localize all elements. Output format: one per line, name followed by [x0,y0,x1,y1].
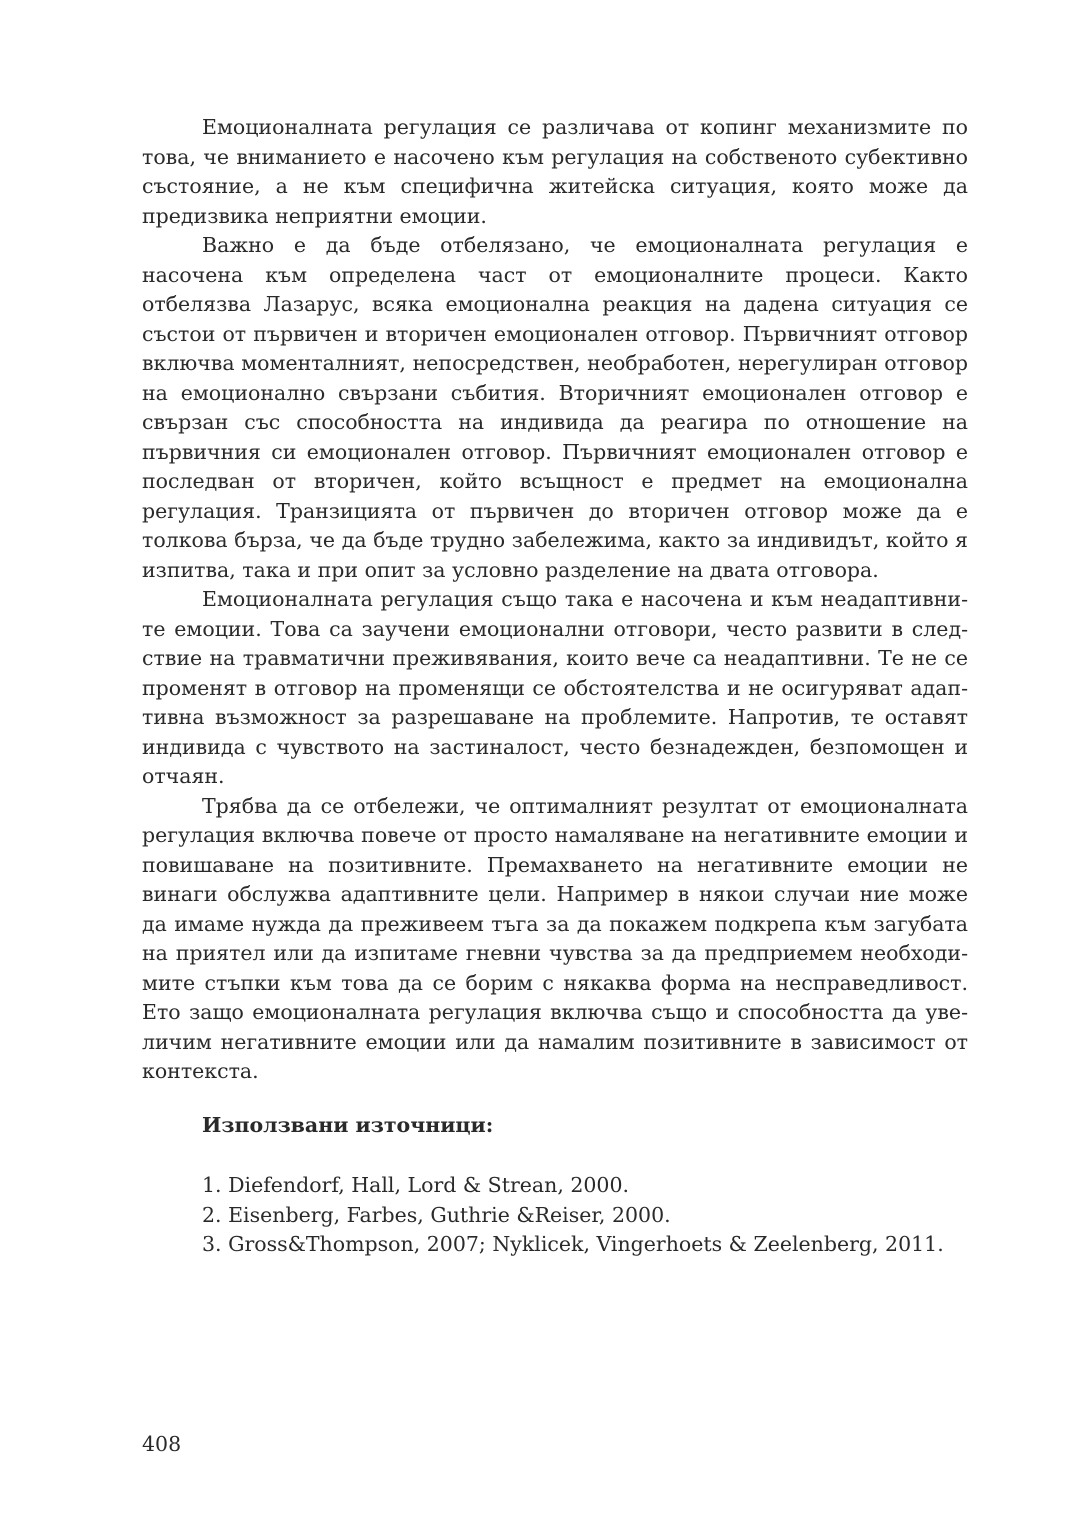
source-item: 3. Gross&Thompson, 2007; Nyklicek, Vingerhoets & Zeelenberg, 2011. [202,1232,944,1256]
paragraph-1: Емоционалната регулация се различава от копинг механизмите по това, че вниманието е насочено към регулация на собственото субективно състояние, а не към специфична житейска ситуация, която може да предизвика неприятни емоции. [142,115,968,228]
page-number: 408 [142,1432,182,1456]
body-text [142,113,968,1087]
sources-list [202,1171,944,1260]
paragraph-3: Емоционалната регулация също така е насочена и към неадаптивните емоции. Това са заучени емоционални отговори, често развити в следствие на травматични преживявания, които вече са неадаптивни. Те не се променят в отговор на променящи се обстоятелства и не осигуряват адаптивна възможност за разрешаване на проблемите. Напротив, те оставят индивида с чувството на застиналост, често безнадежден, безпомощен и отчаян. [142,587,968,788]
source-item: 2. Eisenberg, Farbes, Guthrie &Reiser, 2000. [202,1202,671,1227]
sources-heading: Използвани източници: [202,1113,494,1137]
paragraph-4: Трябва да се отбележи, че оптималният резултат от емоционалната регулация включва повече от просто намаляване на негативните емоции и повишаване на позитивните. Премахването на негативните емоции не винаги обслужва адаптивните цели. Например в някои случаи ние може да имаме нужда да преживеем тъга за да покажем подкрепа към загубата на приятел или да изпитаме гневни чувства за да предприемем необходимите стъпки към това да се борим с някаква форма на несправедливост. Ето защо емоционалната регулация включва също и способността да увеличим негативните емоции или да намалим позитивните в зависимост от контекста. [142,793,968,1083]
paragraph-2: Важно е да бъде отбелязано, че емоционалната регулация е насочена към определена част от емоционалните процеси. Както отбелязва Лазарус, всяка емоционална реакция на дадена ситуация се състои от първичен и вторичен емоционален отговор. Първичният отговор включва моменталният, непосредствен, необработен, нерегулиран отговор на емоционално свързани събития. Вторичният емоционален отговор е свързан със способността на индивида да реагира по отношение на първичния си емоционален отговор. Първичният емоционален отговор е последван от вторичен, който всъщност е предмет на емоционална регулация. Транзицията от първичен до вторичен отговор може да е толкова бърза, че да бъде трудно забележима, както за индивидът, който я изпитва, така и при опит за условно разделение на двата отговора. [142,233,968,582]
source-item: 1. Diefendorf, Hall, Lord & Strean, 2000. [202,1173,630,1197]
